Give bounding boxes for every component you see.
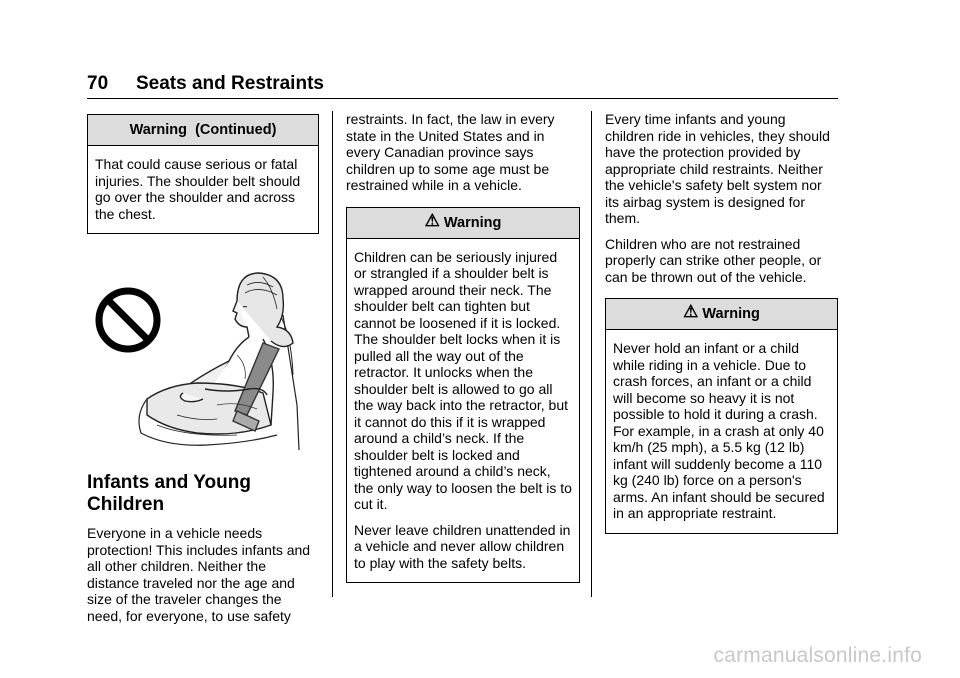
warning-triangle-icon: ⚠ bbox=[424, 210, 440, 230]
seatbelt-illustration-svg bbox=[87, 265, 319, 453]
restraints-paragraph: restraints. In fact, the law in every state in the United States and in every Canadian province says children up to some age must be restrained while in a vehicle. bbox=[346, 111, 555, 193]
seatbelt-illustration bbox=[87, 265, 319, 453]
warning-continued-body bbox=[88, 146, 318, 233]
page-number: 70 bbox=[87, 73, 109, 94]
child-restraint-paragraph: Every time infants and young children ride in vehicles, they should have the protection provided by appropriate child restraints. Neither the vehicle's safety belt system nor its airbag system is designed for them. bbox=[605, 111, 830, 226]
warning-paragraph-2: Never leave children unattended in a vehicle and never allow children to play with the safety belts. bbox=[354, 521, 571, 571]
warning-title: Warning bbox=[443, 214, 502, 231]
column-2 bbox=[346, 111, 580, 583]
intro-paragraph: Everyone in a vehicle needs protection! This includes infants and all other children. Neither the distance traveled nor the age and size of the traveler changes the need, for everyone, to use safety bbox=[87, 525, 311, 624]
warning-body bbox=[606, 330, 837, 533]
warning-title: Warning bbox=[702, 306, 760, 322]
warning-text: Never hold an infant or a child while riding in a vehicle. Due to crash forces, an infant or a child will become so heavy it is not possible to hold it during a crash. For example, in a crash at only 40 km/h (25 mph), a 5.5 kg (12 lb) infant will suddenly become a 110 kg (240 lb) force on a person's arms. An infant should be secured in an appropriate restraint. bbox=[613, 340, 825, 521]
warning-continued-header bbox=[88, 115, 318, 146]
watermark: carmanualsonline.info bbox=[713, 644, 922, 667]
column-3 bbox=[605, 111, 838, 534]
warning-paragraph-1: Children can be seriously injured or strangled if a shoulder belt is wrapped around their neck. The shoulder belt can tighten but cannot be loosened if it is locked. The shoulder belt locks when it is pulled all the way out of the retractor. It unlocks when the shoulder belt is allowed to go all the way back into the retractor, but it cannot do this if it is wrapped around a child’s neck. If the shoulder belt is locked and tightened around a child’s neck, the only way to loosen the belt is to cut it. bbox=[354, 248, 572, 512]
column-divider-1 bbox=[332, 111, 333, 597]
warning-body bbox=[347, 239, 579, 583]
warning-continued-box bbox=[87, 114, 319, 234]
warning-header bbox=[606, 299, 837, 330]
unrestrained-paragraph: Children who are not restrained properly can strike other people, or can be thrown out of the vehicle. bbox=[605, 235, 822, 285]
warning-box-neck bbox=[346, 207, 580, 584]
warning-triangle-icon: ⚠ bbox=[683, 302, 699, 321]
column-divider-2 bbox=[591, 111, 592, 597]
warning-header bbox=[347, 208, 579, 239]
warning-continued-text: That could cause serious or fatal injuries. The shoulder belt should go over the shoulder and across the chest. bbox=[95, 156, 301, 222]
section-heading: Infants and Young Children bbox=[87, 472, 251, 515]
page-header bbox=[87, 70, 838, 99]
seated-child-drawing bbox=[139, 273, 299, 450]
section-title: Seats and Restraints bbox=[136, 73, 324, 94]
prohibition-circle-icon bbox=[99, 291, 157, 349]
warning-box-infant bbox=[605, 298, 838, 534]
column-1 bbox=[87, 114, 319, 624]
warning-continued-title: Warning (Continued) bbox=[129, 122, 277, 138]
